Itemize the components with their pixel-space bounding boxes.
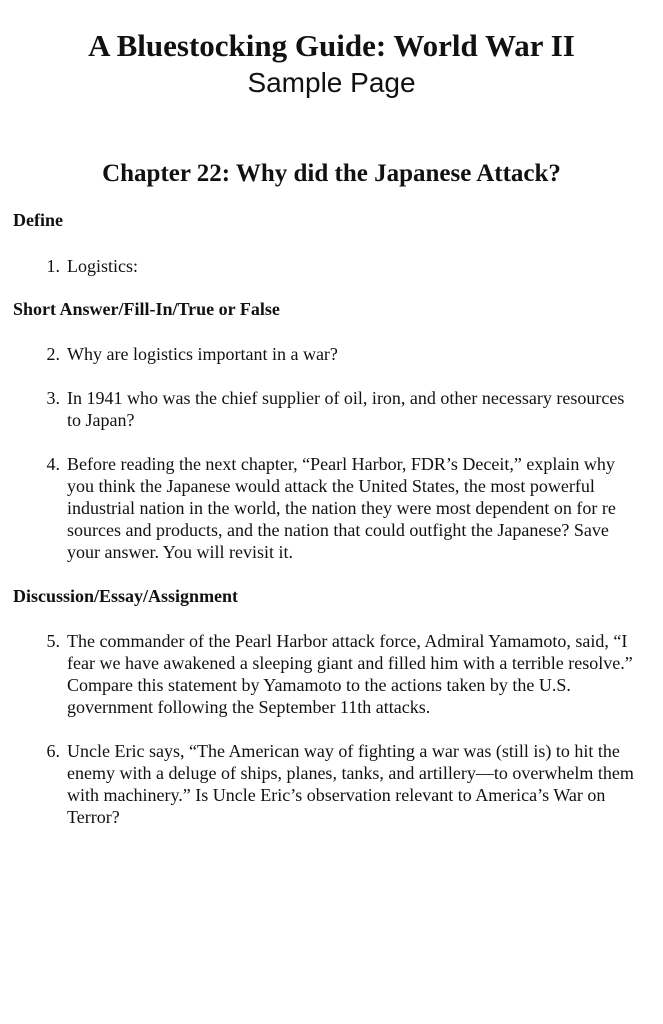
question-text (67, 387, 657, 431)
question-number: 2. (46, 344, 60, 364)
question-line: Before reading the next chapter, “Pearl Harbor, FDR’s Deceit,” explain why (67, 454, 615, 474)
question-number: 5. (46, 631, 60, 651)
section-heading-discussion: Discussion/Essay/Assignment (13, 586, 239, 606)
question-line: fear we have awakened a sleeping giant and filled him with a terrible resolve.” (67, 653, 633, 673)
question-line: enemy with a deluge of ships, planes, tanks, and artillery—to overwhelm them (67, 763, 634, 783)
question-line: Logistics: (67, 256, 138, 276)
question-text (67, 453, 657, 563)
question-text (67, 740, 657, 828)
question-line: sources and products, and the nation that could outfight the Japanese? Save (67, 520, 609, 540)
question-line: industrial nation in the world, the nation they were most dependent on for re (67, 498, 616, 518)
chapter-title: Chapter 22: Why did the Japanese Attack? (102, 160, 561, 187)
question-line: The commander of the Pearl Harbor attack force, Admiral Yamamoto, said, “I (67, 631, 628, 651)
question-number: 3. (46, 388, 60, 408)
question-line: Terror? (67, 807, 120, 827)
question-line: your answer. You will revisit it. (67, 542, 294, 562)
question-line: government following the September 11th attacks. (67, 697, 431, 717)
section-heading-short-answer: Short Answer/Fill-In/True or False (13, 299, 280, 319)
question-line: Compare this statement by Yamamoto to the actions taken by the U.S. (67, 675, 571, 695)
document-subtitle: Sample Page (247, 67, 416, 98)
section-heading-define: Define (13, 210, 63, 230)
document-title: A Bluestocking Guide: World War II (88, 28, 575, 63)
question-number: 1. (46, 256, 60, 276)
question-text (67, 255, 657, 277)
question-number: 4. (46, 454, 60, 474)
question-text (67, 343, 657, 365)
question-line: with machinery.” Is Uncle Eric’s observation relevant to America’s War on (67, 785, 606, 805)
question-line: to Japan? (67, 410, 135, 430)
question-line: Uncle Eric says, “The American way of fighting a war was (still is) to hit the (67, 741, 620, 761)
question-line: In 1941 who was the chief supplier of oil, iron, and other necessary resources (67, 388, 625, 408)
question-line: Why are logistics important in a war? (67, 344, 338, 364)
question-line: you think the Japanese would attack the United States, the most powerful (67, 476, 595, 496)
question-number: 6. (46, 741, 60, 761)
question-text (67, 630, 657, 718)
